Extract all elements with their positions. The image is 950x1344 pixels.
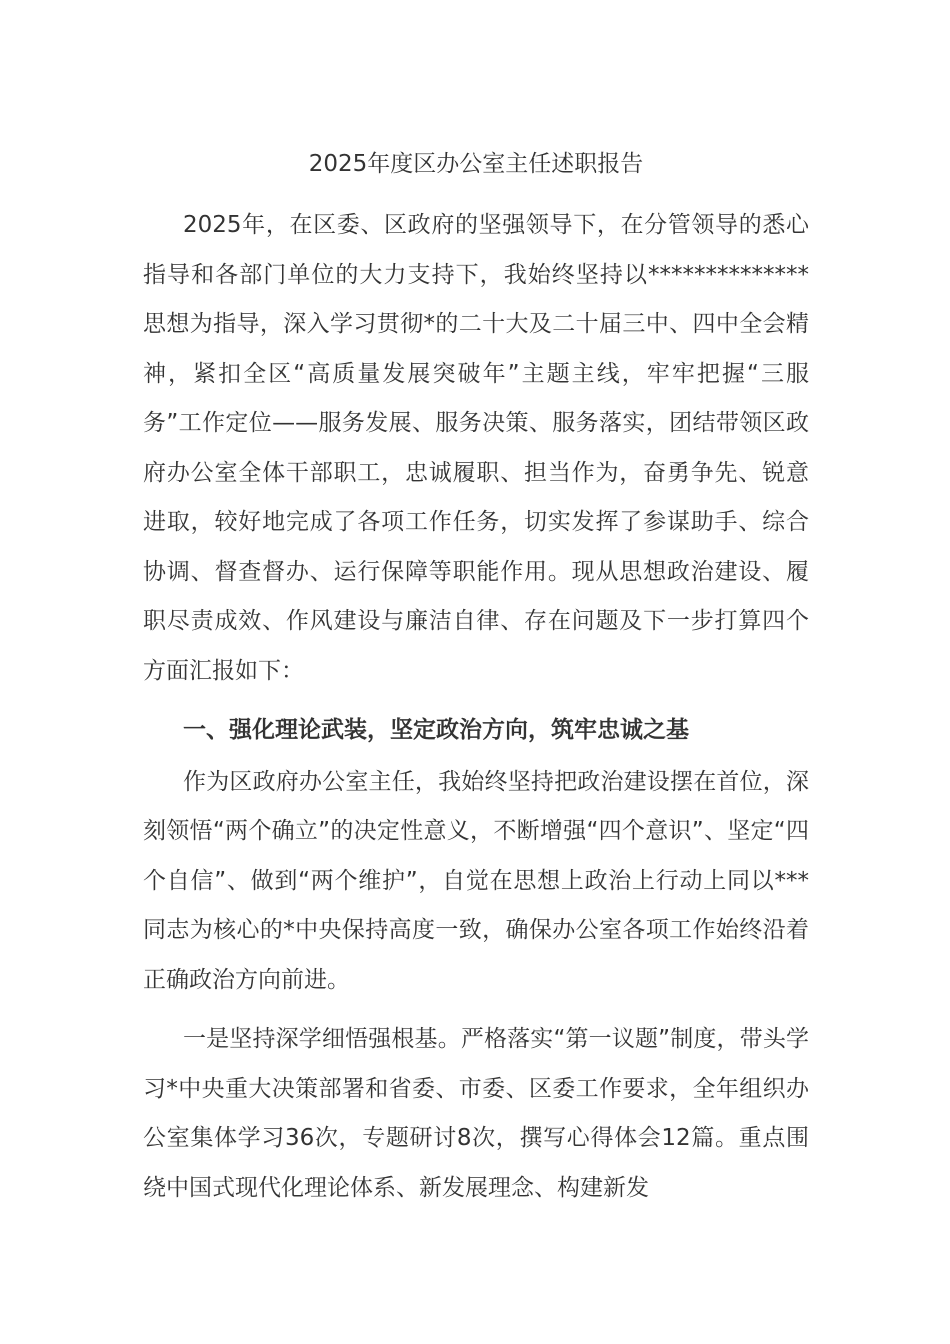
document-title: 2025年度区办公室主任述职报告 — [308, 151, 644, 177]
intro-paragraph: 2025年，在区委、区政府的坚强领导下，在分管领导的悉心指导和各部门单位的大力支持下，我始终坚持以**************思想为指导，深入学习贯彻*的二十大及二十届三中、四中全会精神，紧扣全区“高质量发展突破年”主题主线，牢牢把握“三服务”工作定位——服务发展、服务决策、服务落实，团结带领区政府办公室全体干部职工，忠诚履职、担当作为，奋勇争先、锐意进取，较好地完成了各项工作任务，切实发挥了参谋助手、综合协调、督查督办、运行保障等职能作用。现从思想政治建设、履职尽责成效、作风建设与廉洁自律、存在问题及下一步打算四个方面汇报如下： — [143, 212, 809, 684]
section1-paragraph-2: 一是坚持深学细悟强根基。严格落实“第一议题”制度，带头学习*中央重大决策部署和省委、市委、区委工作要求，全年组织办公室集体学习36次，专题研讨8次，撰写心得体会12篇。重点围绕中国式现代化理论体系、新发展理念、构建新发 — [143, 1026, 809, 1201]
section1-paragraph-1: 作为区政府办公室主任，我始终坚持把政治建设摆在首位，深刻领悟“两个确立”的决定性意义，不断增强“四个意识”、坚定“四个自信”、做到“两个维护”，自觉在思想上政治上行动上同以***同志为核心的*中央保持高度一致，确保办公室各项工作始终沿着正确政治方向前进。 — [143, 768, 809, 993]
section-heading-1: 一、强化理论武装，坚定政治方向，筑牢忠诚之基 — [183, 717, 689, 743]
document-body — [143, 140, 809, 1213]
